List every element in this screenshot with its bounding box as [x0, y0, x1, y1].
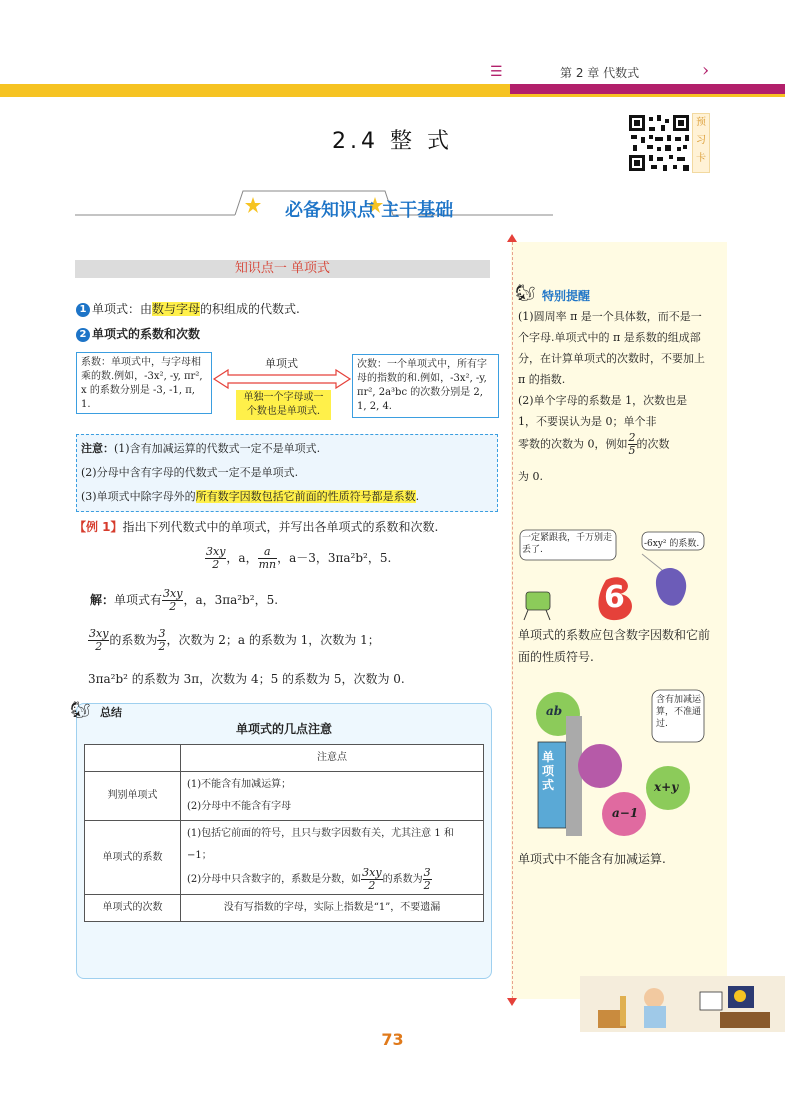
qr-code-icon[interactable]	[627, 113, 691, 173]
table-row: 单项式的次数 没有写指数的字母，实际上指数是“1”，不要遗漏	[85, 895, 484, 922]
table-row: 单项式的系数 (1)包括它前面的符号，且只与数字因数有关，尤其注意 1 和 −1； (2)分母中只含数字的，系数是分数，如 $\frac{3xy}{2}$ 的系数为 $\frac{3}{2}$	[85, 821, 484, 895]
example-expressions: $\frac{3xy}{2}$ ，a， $\frac{a}{mn}$ ，a－3，3πa²b²，5.	[206, 545, 392, 571]
degree-definition: 次数：一个单项式中，所有字母的指数的和.例如，-3x², -y, πr², 2a³bc 的次数分别是 2, 1, 2, 4.	[352, 354, 499, 418]
summary-table	[84, 744, 484, 922]
corner-illustration	[580, 976, 785, 1032]
list-icon[interactable]: ☰	[490, 64, 503, 80]
ball-label-3: a−1	[612, 806, 639, 820]
solution-line-2: $\frac{3xy}{2}$ 的系数为 $\frac{3}{2}$ ，次数为 2；a 的系数为 1，次数为 1；	[89, 627, 380, 653]
cartoon-caption-2: 单项式中不能含有加减运算.	[518, 852, 666, 866]
section-title: 2.4 整 式	[332, 129, 453, 154]
page-number: 73	[381, 1030, 404, 1049]
chevron-right-icon[interactable]: ›	[702, 60, 710, 81]
example-prompt: 【例 1】指出下列代数式中的单项式，并写出各单项式的系数和次数.	[74, 520, 439, 534]
tip-text-3: 零数的次数为 0，例如 $\frac{2}{5}$ 的次数	[518, 431, 670, 457]
chapter-title: 第 2 章 代数式	[560, 66, 640, 80]
header-line	[0, 94, 785, 97]
digit-character: 6	[604, 580, 625, 615]
cartoon-bubble-3: 含有加减运算，不准通过.	[656, 695, 702, 729]
point-1: 1 单项式：由数与字母的积组成的代数式.	[76, 300, 300, 317]
solution-line-1: 解：单项式有 $\frac{3xy}{2}$ ，a，3πa²b²，5.	[90, 587, 279, 613]
tip-text-1: (1)圆周率 π 是一个具体数，而不是一个字母.单项式中的 π 是系数的组成部分，在计算单项式的次数时，不要加上 π 的指数.	[518, 310, 705, 386]
ball-label-1: ab	[546, 704, 563, 718]
mascot-icon: 🐿	[70, 700, 91, 719]
monomial-label: 单项式	[265, 357, 298, 370]
preview-card-label: 预 习 卡	[692, 113, 710, 173]
cartoon-caption-1: 单项式的系数应包含数字因数和它前面的性质符号.	[518, 628, 711, 664]
solution-line-3: 3πa²b² 的系数为 3π，次数为 4；5 的系数为 5，次数为 0.	[88, 672, 405, 686]
cartoon-bubble-2: -6xy² 的系数.	[644, 539, 700, 549]
double-arrow	[212, 368, 352, 390]
cartoon-bubble-1: 一定紧跟我，千万别走丢了.	[522, 533, 613, 555]
mascot-icon: 🐿	[515, 283, 536, 302]
number-badge: 2	[76, 328, 90, 342]
coefficient-definition: 系数：单项式中，与字母相乘的数.例如，-3x², -y, πr², x 的系数分别是 -3, -1, π, 1.	[76, 352, 212, 414]
notes-box: 注意：(1)含有加减运算的代数式一定不是单项式. (2)分母中含有字母的代数式一定不是单项式. (3)单项式中除字母外的所有数字因数包括它前面的性质符号都是系数.	[76, 434, 498, 512]
banner-title: 必备知识点 主干基础	[285, 200, 454, 221]
monomial-note: 单独一个字母或一个数也是单项式.	[236, 390, 331, 420]
point-2: 2 单项式的系数和次数	[76, 325, 200, 342]
tip-text-4: 为 0.	[518, 470, 543, 483]
summary-title: 单项式的几点注意	[235, 722, 332, 736]
tip-text-2: (2)单个字母的系数是 1，次数也是 1，不要误认为是 0；单个非	[518, 394, 688, 428]
summary-label: 总结	[100, 706, 122, 719]
topic-title: 知识点一 单项式	[234, 261, 331, 276]
table-row: 注意点	[85, 745, 484, 772]
ball-label-2: x+y	[654, 780, 679, 794]
tip-label: 特别提醒	[542, 289, 591, 303]
gate-sign: 单项式	[542, 750, 555, 792]
number-badge: 1	[76, 303, 90, 317]
table-row: 判别单项式 (1)不能含有加减运算； (2)分母中不能含有字母	[85, 772, 484, 821]
